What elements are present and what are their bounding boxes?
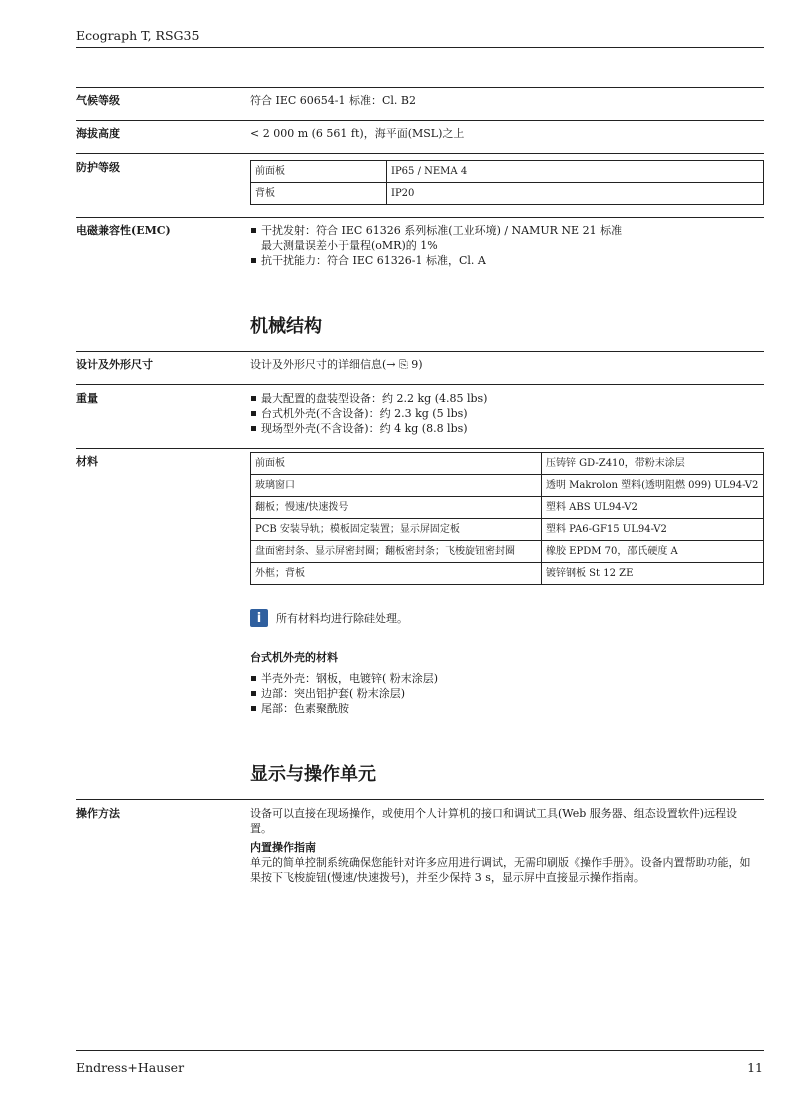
protection-label: 防护等级 [76,161,120,174]
emc-list [250,223,764,268]
guide-title: 内置操作指南 [250,841,316,854]
table-cell: 透明 Makrolon 塑料(透明阻燃 099) UL94-V2 [542,475,764,497]
row-rule [76,87,764,88]
altitude-value: < 2 000 m (6 561 ft)，海平面(MSL)之上 [250,127,465,140]
note-text: 所有材料均进行除硅处理。 [276,611,408,625]
table-cell: 翻板；慢速/快速拨号 [251,497,542,519]
row-rule [76,799,764,800]
emc-label: 电磁兼容性(EMC) [76,224,171,237]
list-item: 抗干扰能力：符合 IEC 61326-1 标准，Cl. A [250,253,764,268]
section-title-mechanical: 机械结构 [250,316,322,337]
table-cell: 背板 [251,183,387,205]
desktop-materials-list [250,671,764,716]
design-label: 设计及外形尺寸 [76,358,153,371]
desktop-materials [250,671,764,716]
weight-value [250,391,764,436]
table-row [251,183,764,205]
altitude-label: 海拔高度 [76,127,120,140]
row-rule [76,120,764,121]
list-item: 半壳外壳：钢板，电镀锌( 粉末涂层) [250,671,764,686]
climate-label: 气候等级 [76,94,120,107]
list-item: 尾部：色素聚酰胺 [250,701,764,716]
list-item: 台式机外壳(不含设备)：约 2.3 kg (5 lbs) [250,406,764,421]
protection-table [250,160,764,205]
table-cell: 压铸锌 GD-Z410，带粉末涂层 [542,453,764,475]
table-row [251,519,764,541]
section-title-display: 显示与操作单元 [250,764,376,785]
table-cell: IP65 / NEMA 4 [387,161,764,183]
table-cell: 外框；背板 [251,563,542,585]
row-rule [76,384,764,385]
table-cell: 塑料 PA6-GF15 UL94-V2 [542,519,764,541]
materials-note [250,609,408,627]
emc-value [250,223,764,268]
list-item: 边部：突出铝护套( 粉末涂层) [250,686,764,701]
table-cell: IP20 [387,183,764,205]
weight-label: 重量 [76,392,98,405]
table-row [251,475,764,497]
row-rule [76,448,764,449]
list-item: 现场型外壳(不含设备)：约 4 kg (8.8 lbs) [250,421,764,436]
table-row [251,563,764,585]
operation-text: 设备可以直接在现场操作，或使用个人计算机的接口和调试工具(Web 服务器、组态设置软件)远程设置。 [250,807,738,835]
header-rule [76,47,764,48]
row-rule [76,351,764,352]
materials-table [250,452,764,585]
table-cell: 镀锌钢板 St 12 ZE [542,563,764,585]
table-cell: 玻璃窗口 [251,475,542,497]
weight-list [250,391,764,436]
design-value[interactable]: 设计及外形尺寸的详细信息(→ ⎘ 9) [250,358,423,371]
table-cell: 前面板 [251,453,542,475]
table-cell: PCB 安装导轨；模板固定装置；显示屏固定板 [251,519,542,541]
table-row [251,541,764,563]
table-cell: 橡胶 EPDM 70，邵氏硬度 A [542,541,764,563]
materials-label: 材料 [76,455,98,468]
footer-rule [76,1050,764,1051]
list-item: 干扰发射：符合 IEC 61326 系列标准(工业环境) / NAMUR NE 21 标准 最大测量误差小于量程(oMR)的 1% [250,223,764,253]
row-rule [76,217,764,218]
footer-brand: Endress+Hauser [76,1060,185,1075]
info-icon: i [250,609,268,627]
table-row [251,161,764,183]
climate-value: 符合 IEC 60654-1 标准：Cl. B2 [250,94,416,107]
document-header: Ecograph T, RSG35 [76,28,200,43]
row-rule [76,153,764,154]
guide-text: 单元的简单控制系统确保您能针对许多应用进行调试，无需印刷版《操作手册》。设备内置帮助功能，如果按下飞梭旋钮(慢速/快速拨号)，并至少保持 3 s，显示屏中直接显示操作指南。 [250,856,751,884]
desktop-materials-title: 台式机外壳的材料 [250,651,338,664]
table-cell: 前面板 [251,161,387,183]
table-row [251,497,764,519]
table-row [251,453,764,475]
operation-label: 操作方法 [76,807,120,820]
table-cell: 盘面密封条、显示屏密封圈；翻板密封条；飞梭旋钮密封圈 [251,541,542,563]
table-cell: 塑料 ABS UL94-V2 [542,497,764,519]
list-item: 最大配置的盘装型设备：约 2.2 kg (4.85 lbs) [250,391,764,406]
page-number: 11 [747,1060,763,1075]
